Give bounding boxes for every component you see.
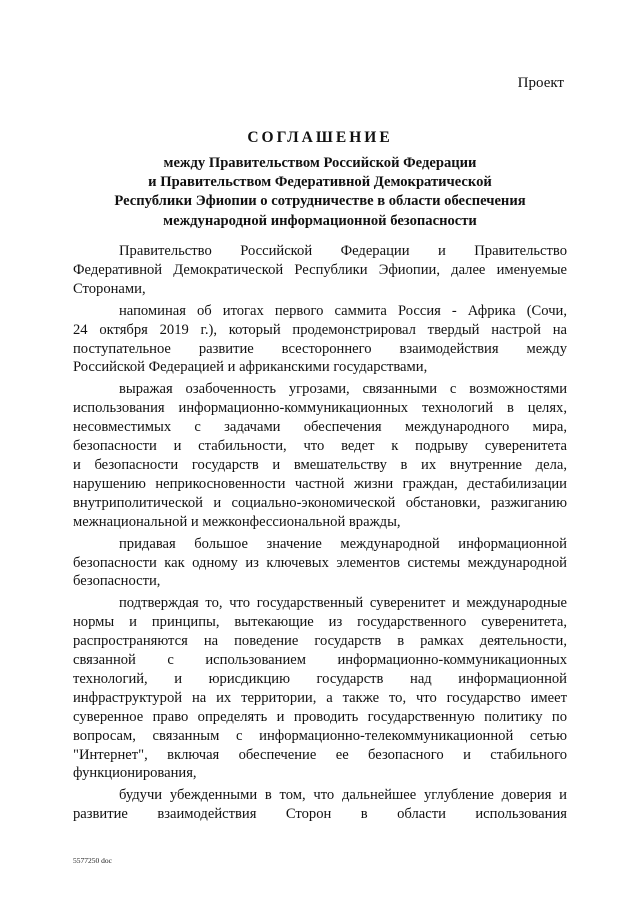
paragraph-line: развитие взаимодействия Сторон в области использования [73,806,567,823]
paragraph-line: суверенное право определять и проводить государственную политику по [73,708,567,725]
paragraph-line: будучи убежденными в том, что дальнейшее углубление доверия и [119,787,567,804]
paragraph-line: распространяются на поведение государств в рамках деятельности, [73,633,567,650]
paragraph [73,594,567,783]
paragraph-line: напоминая об итогах первого саммита Россия - Африка (Сочи, [119,302,567,319]
paragraph-line: межнациональной и межконфессиональной вражды, [73,513,401,530]
subtitle-line: Республики Эфиопии о сотрудничестве в области обеспечения [114,193,526,210]
paragraph-line: выражая озабоченность угрозами, связанными с возможностями [119,381,567,398]
paragraph-line: поступательное развитие всестороннего взаимодействия между [73,340,567,357]
paragraph [73,380,567,531]
paragraph-line: придавая большое значение международной информационной [119,535,567,552]
paragraph [73,302,567,378]
paragraph-line: подтверждая то, что государственный суверенитет и международные [119,595,567,612]
paragraph-line: безопасности как одному из ключевых элементов системы международной [73,554,567,571]
document-subtitle [70,154,570,231]
draft-label: Проект [517,75,564,91]
paragraph-line: Сторонами, [73,280,146,297]
document-body [73,242,567,827]
paragraph-line: и безопасности государств и вмешательству в их внутренние дела, [73,456,567,473]
paragraph-line: безопасности и стабильности, что ведет к подрыву суверенитета [73,438,567,455]
footer-file-name: 5577250 doc [73,856,112,865]
paragraph [73,242,567,299]
paragraph-line: функционирования, [73,765,197,782]
paragraph [73,786,567,824]
subtitle-line: между Правительством Российской Федерации [163,155,477,171]
paragraph-line: использования информационно-коммуникационных технологий в целях, [73,400,567,417]
paragraph-line: внутриполитической и социально-экономической обстановки, разжиганию [73,494,567,511]
paragraph-line: связанной с использованием информационно-коммуникационных [73,652,567,669]
paragraph-line: несовместимых с задачами обеспечения международного мира, [73,419,567,436]
paragraph-line: 24 октября 2019 г.), который продемонстрировал твердый настрой на [73,321,567,338]
paragraph [73,535,567,592]
document-title: СОГЛАШЕНИЕ [247,129,393,146]
paragraph-line: нарушению неприкосновенности частной жизни граждан, дестабилизации [73,475,567,492]
paragraph-line: "Интернет", включая обеспечение ее безопасного и стабильного [73,746,567,763]
paragraph-line: безопасности, [73,573,161,590]
paragraph-line: вопросам, связанным с информационно-телекоммуникационной сетью [73,727,567,744]
subtitle-line: и Правительством Федеративной Демократической [148,174,492,191]
paragraph-line: Федеративной Демократической Республики Эфиопии, далее именуемые [73,261,567,278]
paragraph-line: технологий, и юрисдикцию государств над информационной [73,670,567,687]
paragraph-line: Правительство Российской Федерации и Правительство [119,243,567,259]
paragraph-line: нормы и принципы, вытекающие из государственного суверенитета, [73,614,567,631]
subtitle-line: международной информационной безопасности [163,212,477,229]
paragraph-line: инфраструктурой на их территории, а также то, что государство имеет [73,689,567,706]
paragraph-line: Российской Федерацией и африканскими государствами, [73,359,428,376]
